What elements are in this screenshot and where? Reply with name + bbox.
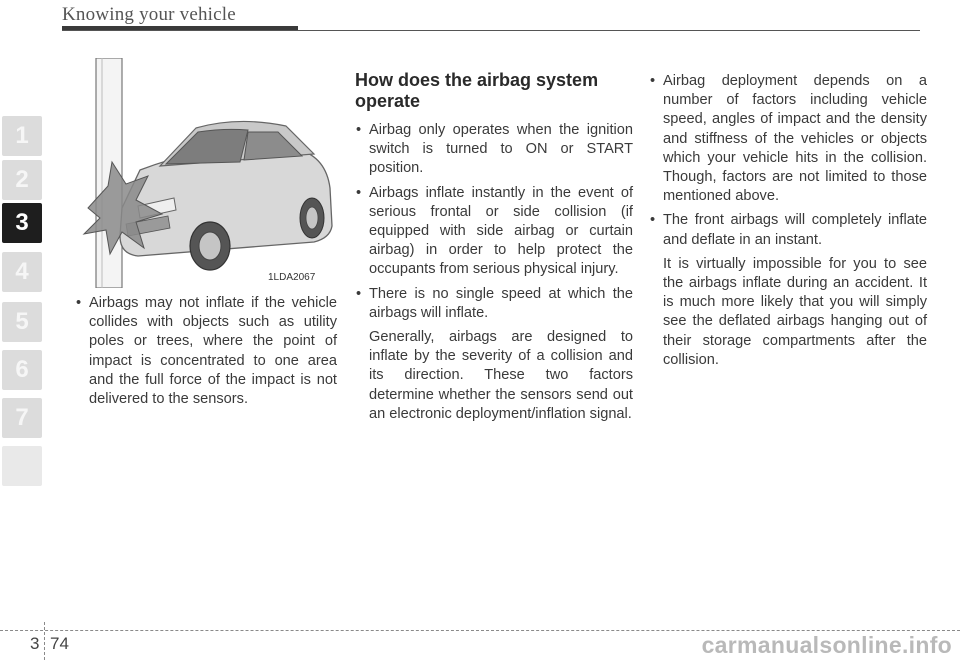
column-left [75, 294, 337, 414]
section-heading: How does the airbag system operate [355, 70, 599, 111]
chapter-tab-7[interactable]: 7 [2, 398, 42, 438]
car-pole-collision-illustration [78, 58, 340, 288]
watermark-text: carmanualsonline.info [701, 632, 952, 658]
body-paragraph: It is virtually impossible for you to see the airbags inflate during an accident. It is much more likely that you will simply see the deflated airbags hanging out of their storage compartments after the collision. [663, 255, 927, 368]
chapter-tab-5[interactable]: 5 [2, 302, 42, 342]
chapter-tab-3[interactable]: 3 [2, 203, 42, 243]
chapter-tab-index[interactable] [2, 446, 42, 486]
column-middle [355, 70, 633, 424]
chapter-tab-1[interactable]: 1 [2, 116, 42, 156]
chapter-tab-4[interactable]: 4 [2, 252, 42, 292]
bullet-item: • Airbag deployment depends on a number of factors including vehicle speed, angles of impact and the density and stiffness of the vehicles or objects which your vehicle hits in the collision. Though, factors are not limited to those mentioned above. [649, 72, 927, 206]
bullet-item: • The front airbags will completely inflate and deflate in an instant. [649, 211, 927, 249]
bullet-item: • Airbags may not inflate if the vehicle collides with objects such as utility poles or trees, where the point of impact is concentrated to one area and the full force of the impact is not delivered to the sensors. [75, 294, 337, 409]
footer-page-number: 74 [50, 634, 69, 653]
page-header-title: Knowing your vehicle [62, 4, 236, 25]
chapter-tab-2[interactable]: 2 [2, 160, 42, 200]
footer-divider [44, 622, 45, 660]
figure-code: 1LDA2067 [268, 272, 316, 283]
header-rule [62, 30, 920, 31]
footer-chapter-number: 3 [30, 634, 40, 653]
bullet-item: • There is no single speed at which the airbags will inflate. [355, 285, 633, 323]
bullet-item: • Airbags inflate instantly in the event of serious frontal or side collision (if equipped with side airbag or curtain airbag) in order to help protect the occupants from serious physical injury. [355, 184, 633, 280]
footer-rule [0, 630, 960, 631]
bullet-item: • Airbag only operates when the ignition switch is turned to ON or START position. [355, 121, 633, 179]
body-paragraph: Generally, airbags are designed to inflate by the severity of a collision and its direction. These two factors determine whether the sensors send out an electronic deployment/inflation signal. [369, 329, 633, 422]
column-right [649, 72, 927, 370]
chapter-tab-6[interactable]: 6 [2, 350, 42, 390]
